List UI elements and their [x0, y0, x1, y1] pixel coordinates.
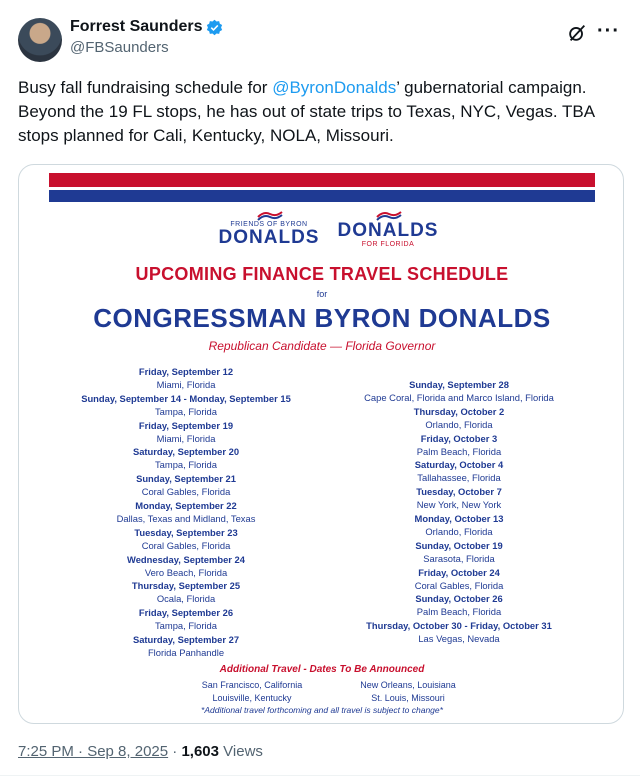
divider [0, 775, 640, 776]
schedule-entry [49, 499, 323, 526]
entry-date: Thursday, October 30 - Friday, October 31 [366, 620, 552, 632]
tweet-timestamp-link[interactable]: 7:25 PM · Sep 8, 2025 [18, 743, 169, 760]
mention-link[interactable]: @ByronDonalds [272, 78, 397, 97]
schedule-entry [323, 405, 595, 432]
views-count: 1,603 [181, 743, 219, 760]
entry-date: Friday, September 19 [138, 419, 234, 431]
entry-date: Tuesday, October 7 [416, 486, 502, 498]
entry-place: Orlando, Florida [425, 525, 493, 537]
more-icon[interactable]: ··· [597, 20, 620, 42]
schedule-entry [49, 579, 323, 606]
entry-place: Ocala, Florida [156, 593, 216, 605]
entry-place: Miami, Florida [156, 379, 216, 390]
logo-right-sub: FOR FLORIDA [361, 241, 415, 248]
entry-date: Sunday, September 14 - Monday, September 15 [81, 392, 291, 404]
entry-date: Thursday, October 2 [413, 405, 505, 417]
entry-place: Orlando, Florida [425, 418, 493, 430]
author-block [70, 18, 223, 56]
entry-place: Vero Beach, Florida [144, 566, 228, 578]
flyer-stripe-blue [49, 190, 595, 202]
schedule-entry [49, 419, 323, 446]
schedule-entry [323, 485, 595, 512]
entry-place: Miami, Florida [156, 432, 216, 444]
schedule-entry [323, 432, 595, 459]
tweet-image[interactable] [18, 164, 624, 724]
schedule-entry [49, 553, 323, 580]
additional-travel-right [323, 679, 493, 705]
entry-date: Saturday, September 27 [132, 633, 240, 645]
author-display-name[interactable]: Forrest Saunders [70, 18, 203, 35]
flyer-candidate: Republican Candidate — Florida Governor [208, 339, 436, 353]
schedule-entry [49, 633, 323, 660]
schedule-entry [49, 606, 323, 633]
entry-date: Monday, September 22 [135, 499, 237, 511]
schedule-entry [49, 392, 323, 419]
logo-left-big: DONALDS [218, 227, 320, 248]
flag-icon [254, 209, 284, 221]
views-label: Views [219, 743, 263, 760]
flyer-disclaimer: *Additional travel forthcoming and all travel is subject to change* [201, 705, 443, 715]
additional-place: Louisville, Kentucky [212, 693, 292, 703]
tweet-meta [18, 743, 263, 760]
entry-place: Coral Gables, Florida [141, 486, 231, 498]
tweet-text-part: Busy fall fundraising schedule for [18, 78, 273, 97]
meta-separator: · [168, 743, 182, 760]
entry-place: Tallahassee, Florida [417, 472, 501, 484]
entry-date: Friday, September 12 [138, 366, 234, 377]
entry-date: Sunday, October 19 [415, 539, 503, 551]
schedule-entry [323, 619, 595, 646]
flyer-for: for [316, 289, 328, 299]
flyer-stripe-red [49, 173, 595, 187]
additional-travel-left [167, 679, 337, 705]
schedule-entry [323, 512, 595, 539]
schedule-entry [323, 592, 595, 619]
entry-place: New York, New York [416, 499, 502, 511]
tweet-text [18, 76, 618, 148]
entry-date: Sunday, October 26 [415, 593, 503, 605]
schedule-entry [323, 458, 595, 485]
entry-place: Las Vegas, Nevada [418, 633, 500, 645]
schedule-entry [49, 472, 323, 499]
entry-date: Monday, October 13 [414, 512, 504, 524]
entry-date: Tuesday, September 23 [134, 526, 238, 538]
entry-date: Friday, September 26 [138, 607, 234, 619]
logo-donalds-for-florida [333, 209, 443, 248]
logo-left-small: FRIENDS OF BYRON [230, 221, 308, 228]
entry-place: Tampa, Florida [154, 405, 217, 417]
flyer-name: CONGRESSMAN BYRON DONALDS [93, 303, 551, 333]
tweet-header [18, 14, 622, 66]
entry-date: Sunday, September 28 [409, 379, 509, 390]
logo-friends-of-byron [213, 209, 325, 248]
schedule-right-column [323, 378, 595, 646]
grok-icon[interactable] [566, 22, 588, 44]
additional-travel-title: Additional Travel - Dates To Be Announced [219, 664, 425, 675]
schedule-entry [323, 378, 595, 405]
entry-place: Dallas, Texas and Midland, Texas [116, 512, 256, 524]
entry-date: Saturday, September 20 [132, 446, 240, 458]
entry-date: Thursday, September 25 [131, 580, 241, 592]
logo-right-big: DONALDS [337, 220, 439, 241]
author-name-row [70, 18, 223, 36]
flyer-headline: UPCOMING FINANCE TRAVEL SCHEDULE [135, 264, 509, 284]
entry-place: Florida Panhandle [147, 646, 225, 658]
schedule-entry [49, 445, 323, 472]
verified-badge-icon[interactable] [206, 19, 223, 36]
entry-place: Coral Gables, Florida [414, 579, 504, 591]
entry-place: Tampa, Florida [154, 459, 217, 471]
additional-place: New Orleans, Louisiana [360, 680, 456, 690]
entry-date: Wednesday, September 24 [127, 553, 245, 565]
entry-place: Cape Coral, Florida and Marco Island, Florida [364, 392, 554, 403]
schedule-entry [323, 566, 595, 593]
entry-place: Palm Beach, Florida [416, 606, 502, 618]
schedule-entry [323, 539, 595, 566]
entry-place: Tampa, Florida [154, 620, 217, 632]
entry-date: Friday, October 24 [418, 566, 500, 578]
schedule-left-column [49, 365, 323, 660]
entry-place: Sarasota, Florida [423, 552, 495, 564]
entry-date: Saturday, October 4 [414, 459, 504, 471]
additional-place: San Francisco, California [201, 680, 303, 690]
schedule-entry [49, 365, 323, 392]
entry-date: Friday, October 3 [420, 432, 498, 444]
tweet-text-part: ’ gubernatorial campaign. Beyond the 19 FL stops, he has out of state trips to Texas, NYC, Vegas. TBA stops planned for Cali, Kentucky, NOLA, Missouri. [18, 78, 595, 145]
entry-date: Sunday, September 21 [136, 473, 236, 485]
entry-place: Palm Beach, Florida [416, 445, 502, 457]
schedule-entry [49, 526, 323, 553]
avatar[interactable] [18, 18, 62, 62]
entry-place: Coral Gables, Florida [141, 539, 231, 551]
author-handle[interactable]: @FBSaunders [70, 39, 169, 56]
additional-place: St. Louis, Missouri [371, 693, 445, 703]
schedule-flyer [49, 173, 595, 713]
